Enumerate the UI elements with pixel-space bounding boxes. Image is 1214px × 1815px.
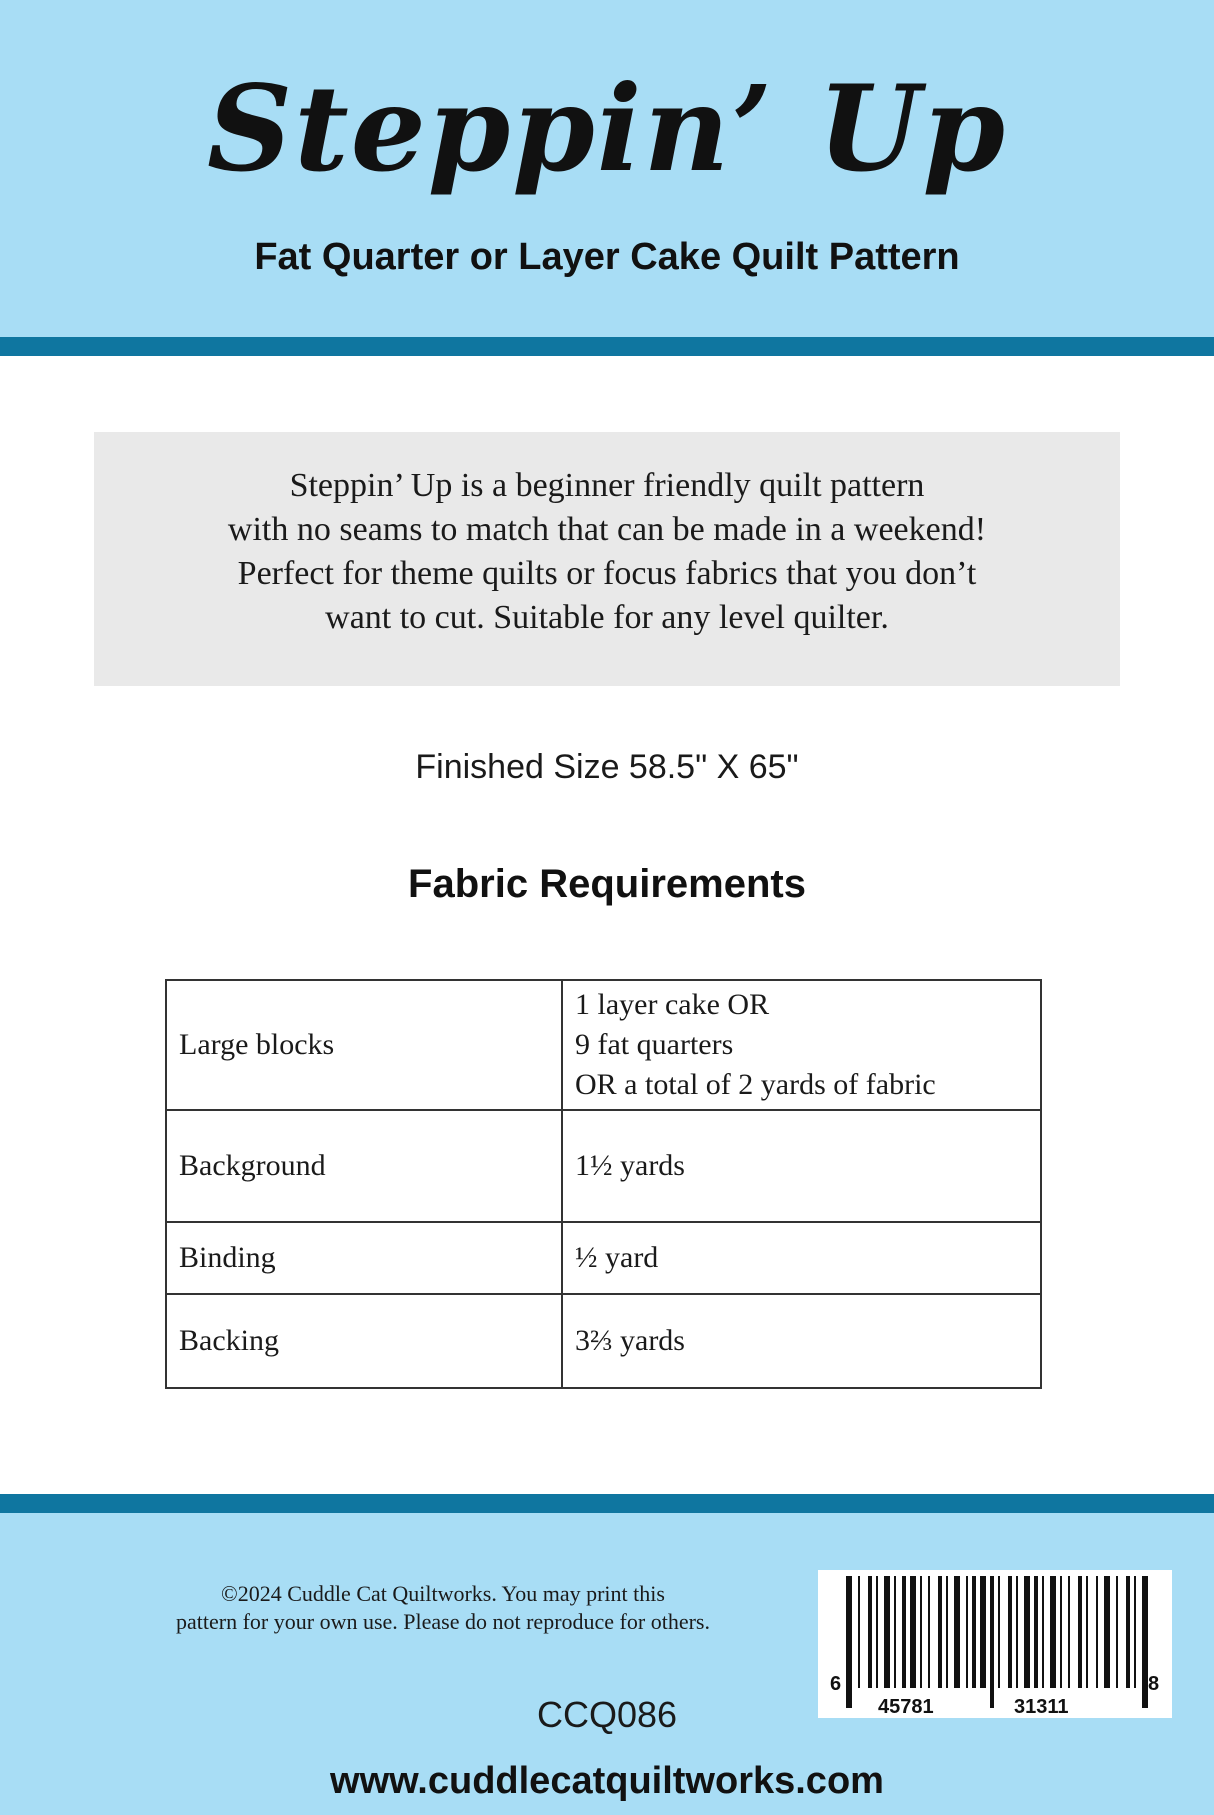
- website-url[interactable]: www.cuddlecatquiltworks.com: [330, 1760, 884, 1802]
- barcode-bar: [868, 1576, 872, 1688]
- barcode-left-digit: 6: [830, 1673, 842, 1695]
- fabric-item-cell: Backing: [166, 1294, 562, 1388]
- barcode-bar: [966, 1576, 968, 1688]
- table-row: [166, 1110, 1041, 1222]
- barcode-bar: [910, 1576, 916, 1688]
- finished-size: Finished Size 58.5" X 65": [415, 748, 799, 786]
- barcode-bar: [902, 1576, 906, 1688]
- barcode-bar: [980, 1576, 986, 1688]
- fabric-amount-cell: 1 layer cake OR 9 fat quarters OR a total of 2 yards of fabric: [562, 980, 1041, 1110]
- barcode-bar: [990, 1576, 994, 1708]
- barcode-bar: [1050, 1576, 1056, 1688]
- pattern-title: Steppin’ Up: [206, 59, 1007, 198]
- barcode-bar: [1086, 1576, 1088, 1688]
- barcode-bar: [1096, 1576, 1098, 1688]
- table-row: [166, 980, 1041, 1110]
- bottom-divider-stripe: [0, 1494, 1214, 1513]
- barcode-bar: [920, 1576, 922, 1688]
- barcode-bar: [954, 1576, 960, 1688]
- barcode-bar: [846, 1576, 852, 1708]
- table-row: [166, 1294, 1041, 1388]
- barcode-bar: [998, 1576, 1000, 1688]
- barcode-bar: [1068, 1576, 1070, 1688]
- copyright-notice: ©2024 Cuddle Cat Quiltworks. You may print this pattern for your own use. Please do not reproduce for others.: [176, 1581, 710, 1634]
- description-box: [94, 432, 1120, 686]
- top-divider-stripe: [0, 337, 1214, 356]
- fabric-item-cell: Large blocks: [166, 980, 562, 1110]
- fabric-amount-cell: 1½ yards: [562, 1110, 1041, 1222]
- barcode-bar: [1016, 1576, 1018, 1688]
- barcode-bar: [1126, 1576, 1130, 1688]
- table-row: [166, 1222, 1041, 1294]
- barcode-bar: [946, 1576, 948, 1688]
- fabric-requirements-table: [165, 979, 1042, 1389]
- fabric-item-cell: Binding: [166, 1222, 562, 1294]
- barcode-bar: [1034, 1576, 1038, 1688]
- barcode-bar: [1078, 1576, 1082, 1688]
- barcode-bar: [1024, 1576, 1030, 1688]
- barcode-left-group: 45781: [878, 1696, 934, 1718]
- barcode-bar: [1042, 1576, 1044, 1688]
- fabric-item-cell: Background: [166, 1110, 562, 1222]
- barcode-bar: [1134, 1576, 1136, 1688]
- pattern-subtitle: Fat Quarter or Layer Cake Quilt Pattern: [254, 236, 960, 278]
- barcode-right-digit: 8: [1148, 1673, 1160, 1695]
- barcode-bar: [928, 1576, 930, 1688]
- barcode-bar: [876, 1576, 878, 1688]
- fabric-amount-cell: ½ yard: [562, 1222, 1041, 1294]
- barcode-right-group: 31311: [1014, 1696, 1069, 1718]
- description-text: Steppin’ Up is a beginner friendly quilt pattern with no seams to match that can be made in a weekend! Perfect for theme quilts or focus fabrics that you don’t want to cut. Suitable for any level quilter.: [227, 467, 987, 636]
- barcode-bar: [938, 1576, 942, 1688]
- barcode-bar: [972, 1576, 976, 1688]
- barcode-bar: [894, 1576, 896, 1688]
- barcode-bar: [858, 1576, 860, 1688]
- product-code: CCQ086: [536, 1694, 678, 1735]
- barcode-bar: [1008, 1576, 1012, 1688]
- fabric-requirements-heading: Fabric Requirements: [408, 862, 806, 906]
- barcode-bar: [1104, 1576, 1110, 1688]
- barcode-bar: [884, 1576, 890, 1688]
- fabric-amount-cell: 3⅔ yards: [562, 1294, 1041, 1388]
- barcode-bar: [1116, 1576, 1118, 1688]
- barcode-bar: [1060, 1576, 1062, 1688]
